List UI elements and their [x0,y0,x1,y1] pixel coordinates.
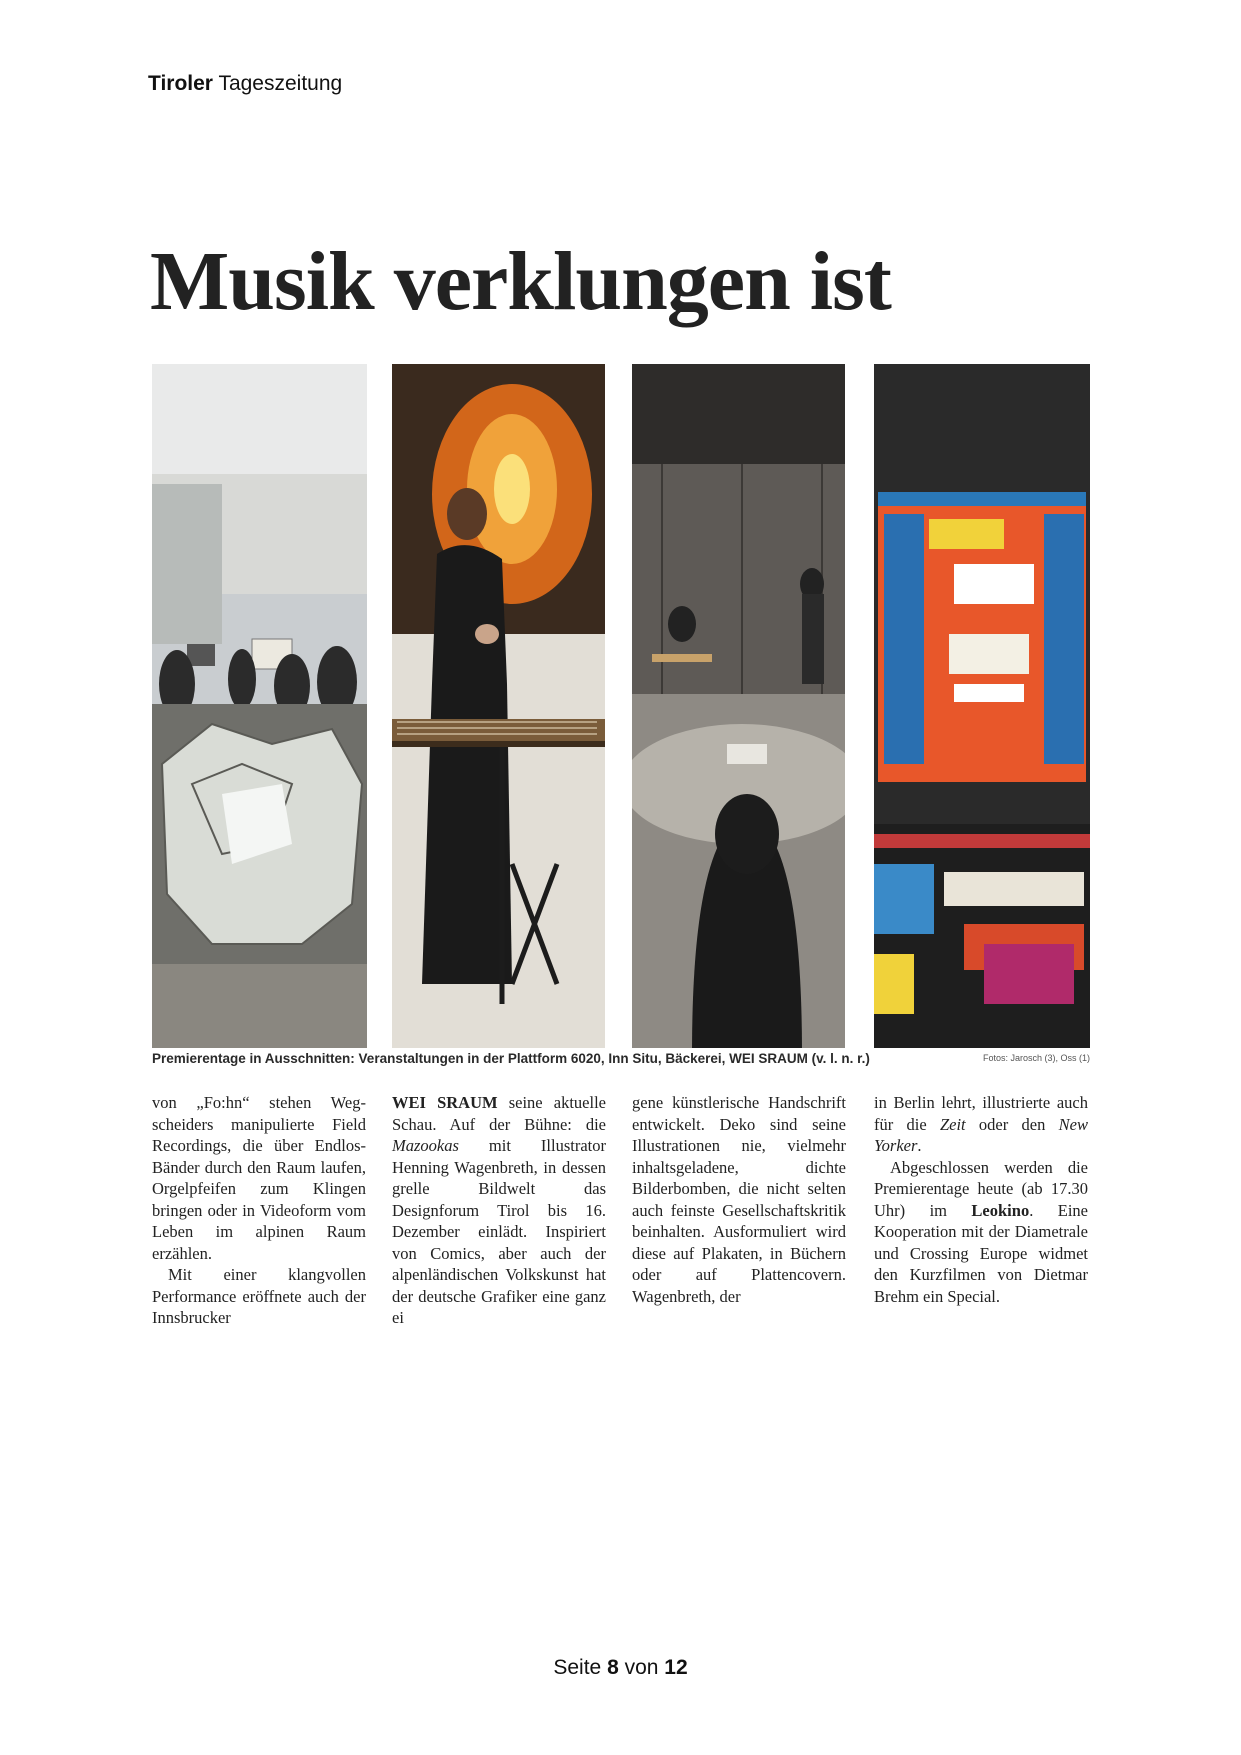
venue-name-wei-sraum: WEI SRAUM [392,1093,498,1112]
publication-name-regular: Tageszeitung [218,72,343,95]
column-2-paragraph [392,1092,606,1329]
column-4-p2-text-a: Abgeschlossen werden die Premierentage heute (ab 17.30 Uhr) im [874,1157,1088,1220]
column-4-p2-text-b: . Eine Kooperation mit der Diametrale und Crossing Europe widmet den Kurzfilmen von Dietmar Brehm ein Special. [874,1200,1088,1306]
current-page: 8 [607,1656,619,1679]
magazine-zeit: Zeit [939,1114,966,1134]
photo-credit: Fotos: Jarosch (3), Oss (1) [982,1053,1090,1063]
column-4-paragraph-2 [874,1157,1088,1308]
column-2-text-a: seine aktuelle Schau. Auf der Bühne: die [392,1093,606,1134]
page-of: von [624,1656,659,1679]
text-column-3 [632,1092,846,1307]
text-column-4 [874,1092,1088,1307]
column-2-text-b: mit Illustrator Henning Wagenbreth, in dessen grelle Bildwelt das Designforum Tirol bis 16. Dezember einlädt. Inspiriert von Comics, aber auch der alpenländischen Volkskunst hat der deutsche Grafiker eine ganz ei [392,1136,606,1327]
caption-text: Premierentage in Ausschnitten: Veranstaltungen in der Plattform 6020, Inn Situ, Bäckerei, WEI SRAUM (v. l. n. r.) [152,1051,870,1066]
photo-performance-inn-situ [632,364,845,1048]
column-4-text-a: in Berlin lehrt, illustrierte auch für die [874,1093,1088,1134]
publication-name-bold: Tiroler [148,72,213,95]
text-column-1 [152,1092,366,1329]
photo-strip [152,364,1090,1048]
page-prefix: Seite [553,1656,602,1679]
text-column-2 [392,1092,606,1329]
venue-name-leokino: Leokino [971,1200,1030,1220]
column-4-text-c: . [917,1136,922,1155]
column-1-paragraph-1: von „Fo:hn“ stehen Wegscheiders manipulierte Field Recordings, die über Endlos-Bänder durch den Raum laufen, Orgelpfeifen zum Klingen bringen oder in Videoform vom Leben im alpinen Raum erzählen. [152,1093,366,1263]
photo-ausstellung-plattform-6020 [152,364,367,1048]
column-4-text-b: oder den [965,1114,1059,1134]
photo-musikerin-hackbrett [392,364,605,1048]
column-1-paragraph-2: Mit einer klangvollen Performance eröffnete auch der Innsbrucker [152,1265,366,1327]
magazine-new-yorker: New Yorker [874,1114,1088,1155]
page-number [0,1656,1241,1680]
column-3-paragraph: gene künstlerische Handschrift entwickelt. Deko sind seine Illustrationen nie, vielmehr inhaltsgeladene, dichte Bilderbomben, die nicht selten auch feinste Gesellschaftskritik beinhalten. Ausformuliert wird diese auf Plakaten, in Büchern oder auf Plattencovern. Wagenbreth, der [632,1093,846,1306]
article-headline: Musik verklungen ist [150,235,891,328]
total-pages: 12 [664,1656,688,1679]
band-name-mazookas: Mazookas [392,1136,459,1155]
publication-name [148,72,342,96]
photo-caption [152,1051,1090,1066]
column-4-paragraph-1 [874,1092,1088,1157]
photo-plakate-wei-sraum [874,364,1090,1048]
